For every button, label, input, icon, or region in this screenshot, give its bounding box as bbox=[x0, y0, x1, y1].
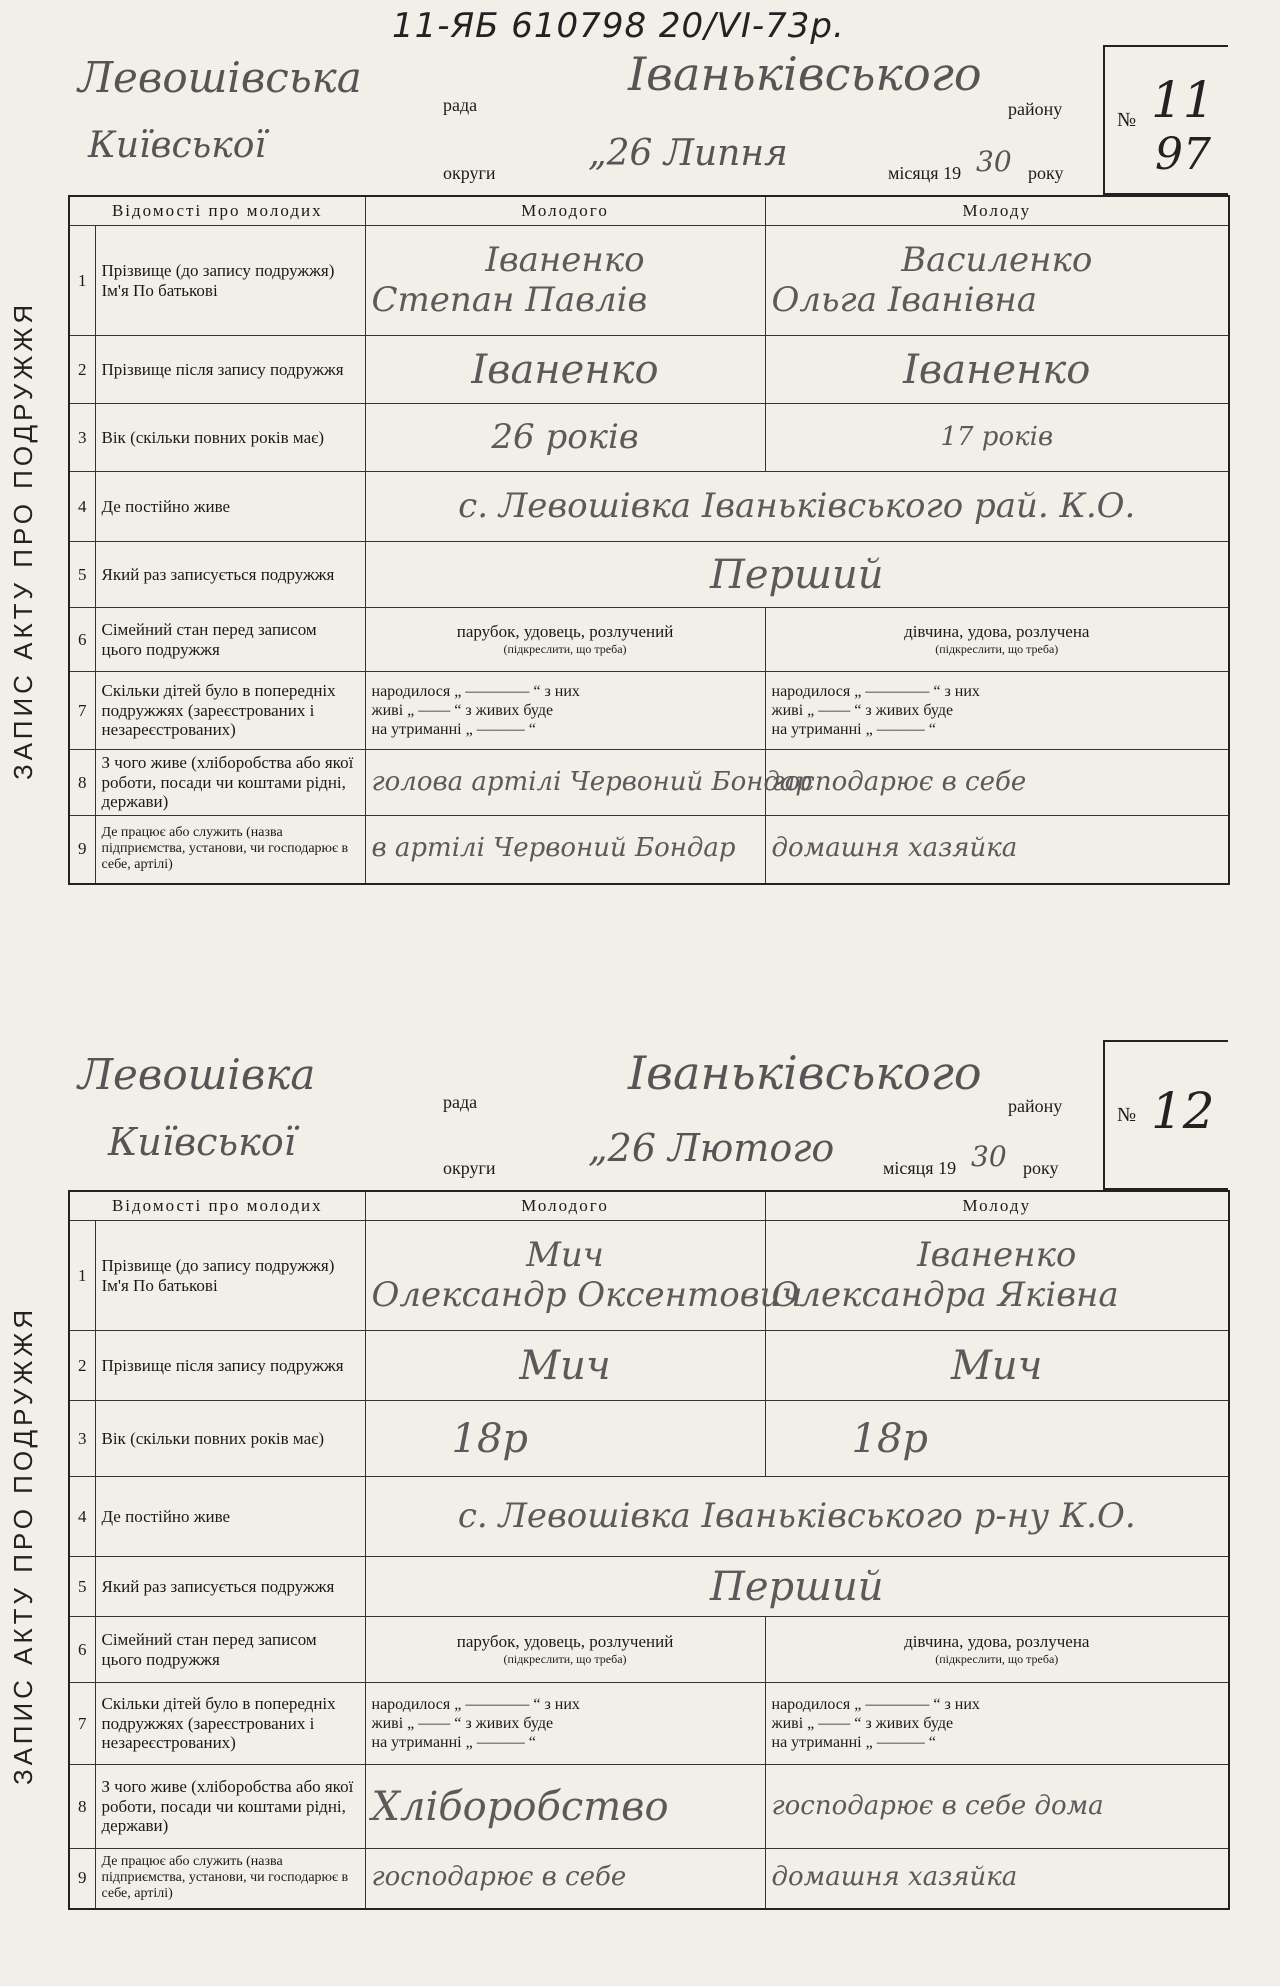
groom-children-cell: народилося „ ———— “ з них живі „ —— “ з живих буде на утриманні „ ——— “ bbox=[365, 1683, 765, 1765]
number-box bbox=[1103, 1040, 1228, 1190]
groom-livelihood: Хліборобство bbox=[365, 1765, 765, 1849]
month-label: місяця 19 bbox=[888, 163, 962, 183]
row-label-marriage-count: Який раз записується подружжя bbox=[95, 542, 365, 608]
act-header bbox=[68, 1040, 1228, 1190]
bride-livelihood: господарює в себе дома bbox=[765, 1765, 1229, 1849]
marriage-count-value: Перший bbox=[365, 542, 1229, 608]
groom-name-cell bbox=[365, 1221, 803, 1331]
row-label-workplace: Де працює або служить (назва підприємства, установи, чи господарює в себе, артілі) bbox=[95, 1849, 365, 1909]
district-label: району bbox=[1008, 99, 1063, 119]
date-value: „26 Липня bbox=[588, 133, 788, 174]
groom-surname-after: Іваненко bbox=[365, 336, 765, 404]
month-label: місяця 19 bbox=[883, 1158, 957, 1178]
groom-age: 18р bbox=[365, 1401, 765, 1477]
district-value: Іваньківського bbox=[628, 47, 982, 101]
okrug-label: округи bbox=[443, 1158, 496, 1178]
underline-hint: (підкреслити, що треба) bbox=[503, 642, 627, 656]
underline-hint: (підкреслити, що треба) bbox=[503, 1652, 627, 1666]
groom-status-options: парубок, удовець, розлучений bbox=[456, 622, 674, 641]
district-label: району bbox=[1008, 1096, 1063, 1116]
row-label-children: Скільки дітей було в попередніх подружжях (зареєстрованих і незареєстрованих) bbox=[95, 1683, 365, 1765]
bride-given-name: Ольга Іванівна bbox=[771, 279, 1038, 320]
groom-livelihood: голова артілі Червоний Бондар bbox=[365, 750, 765, 816]
record-table bbox=[68, 1190, 1230, 1910]
col-groom-header: Молодого bbox=[365, 196, 765, 226]
council-label: рада bbox=[443, 1092, 478, 1112]
bride-given-name: Олександра Яківна bbox=[771, 1274, 1119, 1315]
row-label-livelihood: З чого живе (хліборобства або якої роботи, посади чи коштами рідні, держави) bbox=[95, 1765, 365, 1849]
bride-surname-after: Мич bbox=[765, 1331, 1229, 1401]
act-number: 11 bbox=[1151, 71, 1215, 129]
council-label: рада bbox=[443, 95, 478, 115]
okrug-value: Київської bbox=[108, 1120, 296, 1164]
row-number: 1 bbox=[69, 226, 95, 336]
act-number: 12 bbox=[1151, 1082, 1215, 1140]
row-number: 1 bbox=[69, 1221, 95, 1331]
year-value: 30 bbox=[976, 145, 1012, 178]
row-number: 3 bbox=[69, 1401, 95, 1477]
row-number: 5 bbox=[69, 542, 95, 608]
bride-age: 17 років bbox=[765, 404, 1229, 472]
row-label-residence: Де постійно живе bbox=[95, 1477, 365, 1557]
col-info-header: Відомості про молодих bbox=[69, 1191, 365, 1221]
groom-surname: Мич bbox=[526, 1235, 604, 1276]
row-number: 8 bbox=[69, 750, 95, 816]
bride-workplace: домашня хазяйка bbox=[765, 1849, 1229, 1909]
col-groom-header: Молодого bbox=[365, 1191, 765, 1221]
okrug-label: округи bbox=[443, 163, 496, 183]
date-value: „26 Лютого bbox=[588, 1126, 835, 1170]
council-value: Левошівська bbox=[78, 53, 362, 102]
row-number: 5 bbox=[69, 1557, 95, 1617]
row-label-age: Вік (скільки повних років має) bbox=[95, 404, 365, 472]
bride-name-cell bbox=[765, 226, 1229, 336]
bride-name-cell bbox=[765, 1221, 1229, 1331]
row-number: 2 bbox=[69, 1331, 95, 1401]
marriage-act-1 bbox=[68, 45, 1228, 885]
groom-given-name: Степан Павлів bbox=[371, 279, 648, 320]
row-number: 6 bbox=[69, 608, 95, 672]
bride-surname: Іваненко bbox=[917, 1235, 1077, 1276]
col-bride-header: Молоду bbox=[765, 1191, 1229, 1221]
bride-status-options: дівчина, удова, розлучена bbox=[904, 622, 1090, 641]
row-label-age: Вік (скільки повних років має) bbox=[95, 1401, 365, 1477]
year-label: року bbox=[1023, 1158, 1059, 1178]
col-bride-header: Молоду bbox=[765, 196, 1229, 226]
row-number: 4 bbox=[69, 1477, 95, 1557]
row-number: 6 bbox=[69, 1617, 95, 1683]
residence-value: с. Левошівка Іваньківського рай. К.О. bbox=[365, 472, 1229, 542]
groom-status-cell bbox=[365, 608, 765, 672]
groom-status-options: парубок, удовець, розлучений bbox=[456, 1632, 674, 1651]
residence-value: с. Левошівка Іваньківського р-ну К.О. bbox=[365, 1477, 1229, 1557]
col-info-header: Відомості про молодих bbox=[69, 196, 365, 226]
number-label: № bbox=[1117, 1104, 1137, 1126]
groom-surname-after: Мич bbox=[365, 1331, 765, 1401]
groom-given-name: Олександр Оксентович bbox=[371, 1274, 803, 1315]
underline-hint: (підкреслити, що треба) bbox=[935, 1652, 1059, 1666]
groom-age: 26 років bbox=[365, 404, 765, 472]
bride-surname-after: Іваненко bbox=[765, 336, 1229, 404]
act-header bbox=[68, 45, 1228, 195]
side-title-bottom: ЗАПИС АКТУ ПРО ПОДРУЖЖЯ bbox=[8, 1305, 38, 1785]
groom-children-cell: народилося „ ———— “ з них живі „ —— “ з живих буде на утриманні „ ——— “ bbox=[365, 672, 765, 750]
underline-hint: (підкреслити, що треба) bbox=[935, 642, 1059, 656]
side-title-top: ЗАПИС АКТУ ПРО ПОДРУЖЖЯ bbox=[8, 300, 38, 780]
bride-surname: Василенко bbox=[901, 240, 1093, 281]
groom-status-cell bbox=[365, 1617, 765, 1683]
year-label: року bbox=[1028, 163, 1064, 183]
row-label-livelihood: З чого живе (хліборобства або якої роботи, посади чи коштами рідні, держави) bbox=[95, 750, 365, 816]
row-label-surname-after: Прізвище після запису подружжя bbox=[95, 336, 365, 404]
row-label-surname-after: Прізвище після запису подружжя bbox=[95, 1331, 365, 1401]
act-number-extra: 97 bbox=[1155, 129, 1211, 180]
row-number: 4 bbox=[69, 472, 95, 542]
bride-age: 18р bbox=[765, 1401, 1229, 1477]
row-label-name: Прізвище (до запису подружжя) Ім'я По батькові bbox=[95, 1221, 365, 1331]
row-label-marital-status: Сімейний стан перед записом цього подружжя bbox=[95, 608, 365, 672]
row-label-children: Скільки дітей було в попередніх подружжях (зареєстрованих і незареєстрованих) bbox=[95, 672, 365, 750]
year-value: 30 bbox=[971, 1140, 1007, 1173]
row-number: 2 bbox=[69, 336, 95, 404]
row-number: 7 bbox=[69, 672, 95, 750]
groom-surname: Іваненко bbox=[485, 240, 645, 281]
row-number: 9 bbox=[69, 1849, 95, 1909]
row-number: 9 bbox=[69, 816, 95, 884]
bride-status-options: дівчина, удова, розлучена bbox=[904, 1632, 1090, 1651]
groom-name-cell bbox=[365, 226, 765, 336]
bride-workplace: домашня хазяйка bbox=[765, 816, 1229, 884]
bride-status-cell bbox=[765, 608, 1229, 672]
bride-children-cell: народилося „ ———— “ з них живі „ —— “ з живих буде на утриманні „ ——— “ bbox=[765, 1683, 1229, 1765]
row-number: 7 bbox=[69, 1683, 95, 1765]
marriage-act-2 bbox=[68, 1040, 1228, 1910]
row-label-workplace: Де працює або служить (назва підприємства, установи, чи господарює в себе, артілі) bbox=[95, 816, 365, 884]
row-number: 8 bbox=[69, 1765, 95, 1849]
district-value: Іваньківського bbox=[628, 1046, 982, 1100]
number-label: № bbox=[1117, 109, 1137, 131]
okrug-value: Київської bbox=[88, 125, 266, 166]
groom-workplace: в артілі Червоний Бондар bbox=[365, 816, 765, 884]
bride-status-cell bbox=[765, 1617, 1229, 1683]
row-label-marital-status: Сімейний стан перед записом цього подружжя bbox=[95, 1617, 365, 1683]
groom-workplace: господарює в себе bbox=[365, 1849, 765, 1909]
row-label-residence: Де постійно живе bbox=[95, 472, 365, 542]
number-box bbox=[1103, 45, 1228, 195]
bride-livelihood: господарює в себе bbox=[765, 750, 1229, 816]
council-value: Левошівка bbox=[78, 1050, 316, 1099]
row-label-name: Прізвище (до запису подружжя) Ім'я По батькові bbox=[95, 226, 365, 336]
archive-note: 11-ЯБ 610798 20/VI-73р. bbox=[392, 6, 845, 46]
bride-children-cell: народилося „ ———— “ з них живі „ —— “ з живих буде на утриманні „ ——— “ bbox=[765, 672, 1229, 750]
row-label-marriage-count: Який раз записується подружжя bbox=[95, 1557, 365, 1617]
row-number: 3 bbox=[69, 404, 95, 472]
record-table bbox=[68, 195, 1230, 885]
marriage-count-value: Перший bbox=[365, 1557, 1229, 1617]
